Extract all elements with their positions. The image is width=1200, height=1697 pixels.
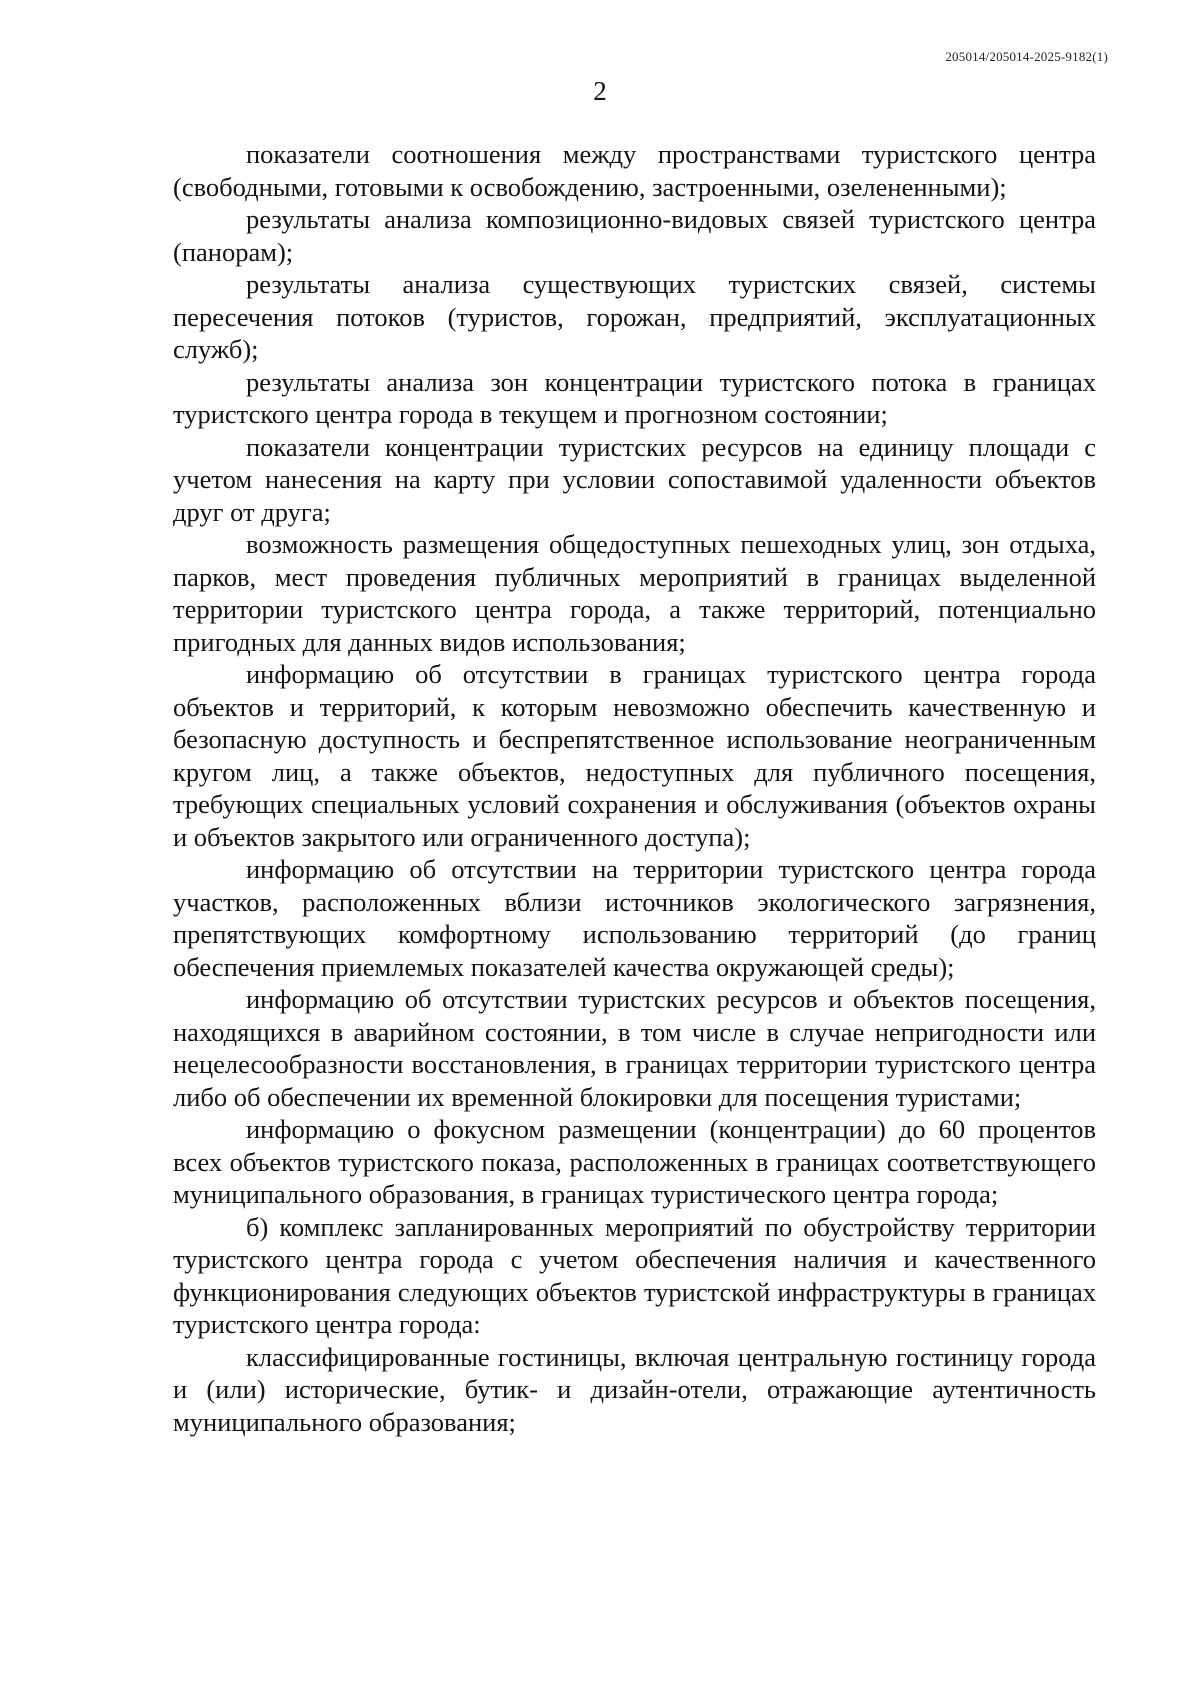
page-number: 2: [593, 76, 607, 106]
paragraph-hotels: классифицированные гостиницы, включая центральную гостиницу города и (или) исторические, бутик- и дизайн-отели, отражающие аутентичность муниципального образования;: [173, 1341, 1096, 1437]
document-id: 205014/205014-2025-9182(1): [945, 49, 1108, 64]
paragraph-flow-intersection: результаты анализа существующих туристских связей, системы пересечения потоков (туристов, горожан, предприятий, эксплуатационных служб);: [173, 269, 1096, 364]
paragraph-resource-density: показатели концентрации туристских ресурсов на единицу площади с учетом нанесения на карту при условии сопоставимой удаленности объектов друг от друга;: [173, 431, 1096, 527]
document-body: [173, 138, 1096, 1438]
paragraph-item-b: б) комплекс запланированных мероприятий по обустройству территории туристского центра города с учетом обеспечения наличия и качественного функционирования следующих объектов туристской инфраструктуры в границах туристского центра города:: [173, 1211, 1096, 1339]
paragraph-ecology: информацию об отсутствии на территории туристского центра города участков, расположенных вблизи источников экологического загрязнения, препятствующих комфортному использованию территорий (до границ обеспечения приемлемых показателей качества окружающей среды);: [173, 854, 1096, 982]
paragraph-emergency-objects: информацию об отсутствии туристских ресурсов и объектов посещения, находящихся в аварийном состоянии, в том числе в случае непригодности или нецелесообразности восстановления, в границах территории туристского центра либо об обеспечении их временной блокировки для посещения туристами;: [173, 984, 1096, 1112]
paragraph-focus-placement: информацию о фокусном размещении (концентрации) до 60 процентов всех объектов туристского показа, расположенных в границах соответствующего муниципального образования, в границах туристического центра города;: [173, 1114, 1096, 1209]
paragraph-concentration-zones: результаты анализа зон концентрации туристского потока в границах туристского центра города в текущем и прогнозном состоянии;: [173, 366, 1096, 429]
paragraph-space-ratio: показатели соотношения между пространствами туристского центра (свободными, готовыми к освобождению, застроенными, озелененными);: [173, 139, 1096, 202]
paragraph-pedestrian-streets: возможность размещения общедоступных пешеходных улиц, зон отдыха, парков, мест проведения публичных мероприятий в границах выделенной территории туристского центра города, а также территорий, потенциально пригодных для данных видов использования;: [173, 529, 1096, 657]
paragraph-panorama-analysis: результаты анализа композиционно-видовых связей туристского центра (панорам);: [173, 204, 1096, 267]
paragraph-accessibility: информацию об отсутствии в границах туристского центра города объектов и территорий, к которым невозможно обеспечить качественную и безопасную доступность и беспрепятственное использование неограниченным кругом лиц, а также объектов, недоступных для публичного посещения, требующих специальных условий сохранения и обслуживания (объектов охраны и объектов закрытого или ограниченного доступа);: [173, 659, 1096, 852]
